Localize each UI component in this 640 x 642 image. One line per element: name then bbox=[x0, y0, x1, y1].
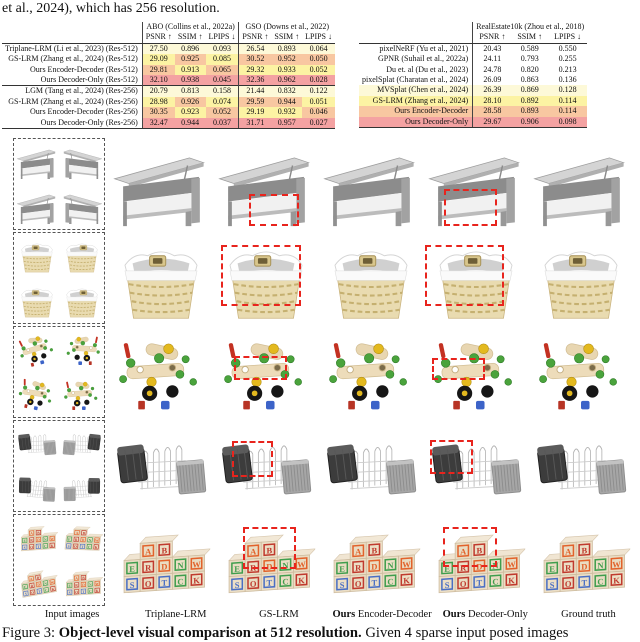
method-cell: MVSplat (Chen et al., 2024) bbox=[359, 85, 473, 95]
toy-render bbox=[321, 327, 421, 417]
metric-value: 0.128 bbox=[548, 85, 587, 95]
result-image-cell bbox=[109, 513, 213, 607]
metric-header: PSNR ↑ bbox=[473, 32, 512, 43]
metric-value: 0.046 bbox=[302, 107, 335, 117]
metric-value: 29.09 bbox=[142, 54, 175, 64]
desk-render bbox=[531, 139, 631, 229]
result-image-cell bbox=[214, 137, 318, 231]
result-image-cell bbox=[529, 231, 633, 325]
result-image-cell bbox=[424, 231, 528, 325]
metric-value: 0.869 bbox=[511, 85, 548, 95]
metric-value: 28.98 bbox=[142, 97, 175, 107]
basket-input-view bbox=[61, 279, 103, 321]
table-row bbox=[359, 75, 587, 85]
desk-input-view bbox=[61, 140, 103, 182]
metric-value: 28.10 bbox=[473, 96, 512, 106]
metric-value: 0.893 bbox=[271, 43, 302, 54]
table-row bbox=[2, 54, 335, 64]
metric-value: 0.906 bbox=[511, 117, 548, 128]
artifact-highlight-box bbox=[444, 189, 497, 227]
metric-value: 0.136 bbox=[558, 74, 577, 84]
metric-value: 0.926 bbox=[175, 97, 206, 107]
toy-input-view bbox=[16, 328, 58, 370]
result-image-cell bbox=[424, 325, 528, 419]
metric-value: 0.028 bbox=[302, 75, 335, 86]
metric-value: 0.085 bbox=[206, 54, 239, 64]
metric-value: 0.944 bbox=[175, 118, 206, 129]
metric-value: 0.793 bbox=[520, 54, 539, 64]
toy-input-view bbox=[61, 373, 103, 415]
metric-value: 0.923 bbox=[175, 107, 206, 117]
metric-value: 26.09 bbox=[473, 75, 512, 85]
artifact-highlight-box bbox=[221, 245, 301, 306]
figure-row-rack bbox=[13, 419, 640, 513]
basket-input-view bbox=[61, 234, 103, 276]
result-image-cell bbox=[214, 513, 318, 607]
figure-3-grid bbox=[0, 137, 640, 620]
method-cell: GPNR (Suhail et al., 2022a) bbox=[378, 54, 469, 64]
results-table-objects bbox=[2, 22, 335, 129]
result-image-cell bbox=[529, 137, 633, 231]
metric-value: 31.71 bbox=[239, 118, 272, 129]
figure-row-basket bbox=[13, 231, 640, 325]
metric-value: 0.045 bbox=[206, 75, 239, 86]
column-label-ground-truth: Ground truth bbox=[561, 608, 616, 620]
basket-render bbox=[111, 233, 211, 323]
rack-render bbox=[321, 421, 421, 511]
desk-render bbox=[111, 139, 211, 229]
metric-value: 26.39 bbox=[473, 85, 512, 95]
metric-value: 0.122 bbox=[302, 86, 335, 97]
figure-row-desk bbox=[13, 137, 640, 231]
method-cell: Ours Encoder-Decoder (Res-512) bbox=[30, 64, 138, 74]
rack-input-view bbox=[16, 422, 58, 464]
result-image-cell bbox=[214, 231, 318, 325]
metric-value: 20.43 bbox=[473, 43, 512, 54]
result-image-cell bbox=[424, 419, 528, 513]
column-label-ours-encoder-decoder: Ours Encoder-Decoder bbox=[332, 608, 432, 620]
metric-value: 27.50 bbox=[142, 43, 175, 54]
results-tables bbox=[0, 22, 640, 129]
metric-value: 0.932 bbox=[271, 107, 302, 117]
metric-value: 0.037 bbox=[206, 118, 239, 129]
artifact-highlight-box bbox=[249, 194, 299, 226]
metric-value: 0.813 bbox=[175, 86, 206, 97]
metric-value: 0.893 bbox=[511, 106, 548, 116]
metric-value: 0.255 bbox=[558, 54, 577, 64]
result-image-cell bbox=[319, 513, 423, 607]
table-row bbox=[359, 96, 587, 106]
metric-header: PSNR ↑ bbox=[142, 32, 175, 43]
table-row bbox=[359, 85, 587, 95]
input-images-box bbox=[13, 420, 105, 512]
input-images-box bbox=[13, 514, 105, 606]
metric-value: 30.52 bbox=[239, 54, 272, 64]
result-image-cell bbox=[109, 231, 213, 325]
col-group-realestate: RealEstate10k (Zhou et al., 2018) bbox=[473, 22, 587, 32]
rack-input-view bbox=[61, 467, 103, 509]
metric-value: 0.938 bbox=[175, 75, 206, 86]
blocks-render bbox=[531, 515, 631, 605]
col-group-abo: ABO (Collins et al., 2022a) bbox=[142, 22, 239, 32]
metric-value: 0.093 bbox=[206, 43, 239, 54]
column-label-gs-lrm: GS-LRM bbox=[259, 608, 299, 620]
method-cell: Du et. al (Du et al., 2023) bbox=[386, 64, 469, 74]
result-image-cell bbox=[424, 513, 528, 607]
metric-value: 32.36 bbox=[239, 75, 272, 86]
table-row bbox=[2, 86, 335, 97]
table-row bbox=[2, 107, 335, 117]
table-row bbox=[2, 75, 335, 86]
metric-value: 0.114 bbox=[548, 96, 587, 106]
metric-value: 0.892 bbox=[511, 96, 548, 106]
input-images-box bbox=[13, 326, 105, 418]
metric-value: 24.78 bbox=[473, 65, 512, 75]
basket-render bbox=[321, 233, 421, 323]
result-image-cell bbox=[109, 137, 213, 231]
figure-column-labels bbox=[13, 609, 640, 620]
artifact-highlight-box bbox=[443, 527, 497, 567]
blocks-render bbox=[111, 515, 211, 605]
figure-row-blocks bbox=[13, 513, 640, 607]
metric-value: 28.58 bbox=[473, 106, 512, 116]
metric-value: 24.11 bbox=[473, 54, 512, 64]
metric-value: 29.32 bbox=[239, 65, 272, 75]
blocks-input-view bbox=[16, 561, 58, 603]
artifact-highlight-box bbox=[234, 356, 287, 380]
result-image-cell bbox=[529, 325, 633, 419]
col-group-gso: GSO (Downs et al., 2022) bbox=[239, 22, 335, 32]
result-image-cell bbox=[529, 513, 633, 607]
metric-value: 0.896 bbox=[175, 43, 206, 54]
metric-value: 0.863 bbox=[520, 74, 539, 84]
table-row bbox=[359, 43, 587, 54]
metric-value: 21.44 bbox=[239, 86, 272, 97]
metric-value: 0.589 bbox=[520, 43, 539, 53]
metric-header: SSIM ↑ bbox=[511, 32, 548, 43]
result-image-cell bbox=[319, 325, 423, 419]
results-table-realestate bbox=[359, 22, 587, 128]
artifact-highlight-box bbox=[430, 440, 473, 475]
metric-value: 20.79 bbox=[142, 86, 175, 97]
basket-input-view bbox=[16, 234, 58, 276]
blocks-input-view bbox=[61, 561, 103, 603]
metric-header: SSIM ↑ bbox=[271, 32, 302, 43]
figure-caption: Figure 3: Object-level visual comparison at 512 resolution. Given 4 sparse input posed images bbox=[2, 624, 569, 641]
metric-value: 0.052 bbox=[302, 65, 335, 75]
metric-value: 0.550 bbox=[558, 43, 577, 53]
metric-value: 0.957 bbox=[271, 118, 302, 129]
metric-value: 0.962 bbox=[271, 75, 302, 86]
blocks-render bbox=[321, 515, 421, 605]
result-image-cell bbox=[424, 137, 528, 231]
table-row bbox=[2, 118, 335, 129]
metric-value: 0.952 bbox=[271, 54, 302, 64]
blocks-input-view bbox=[16, 516, 58, 558]
paper-body-text: et al., 2024), which has 256 resolution. bbox=[2, 1, 220, 16]
method-cell: Triplane-LRM (Li et al., 2023) (Res-512) bbox=[5, 43, 138, 53]
basket-input-view bbox=[16, 279, 58, 321]
table-row bbox=[359, 117, 587, 128]
method-cell: LGM (Tang et al., 2024) (Res-256) bbox=[2, 86, 142, 97]
rack-render bbox=[111, 421, 211, 511]
table-row bbox=[2, 97, 335, 107]
table-row bbox=[2, 65, 335, 75]
metric-header: LPIPS ↓ bbox=[206, 32, 239, 43]
metric-header: SSIM ↑ bbox=[175, 32, 206, 43]
result-image-cell bbox=[214, 419, 318, 513]
artifact-highlight-box bbox=[243, 527, 296, 569]
metric-value: 26.54 bbox=[239, 43, 272, 54]
metric-header: PSNR ↑ bbox=[239, 32, 272, 43]
method-cell: pixelSplat (Charatan et al., 2024) bbox=[362, 74, 469, 84]
input-images-box bbox=[13, 232, 105, 324]
metric-value: 29.67 bbox=[473, 117, 512, 128]
metric-value: 0.832 bbox=[271, 86, 302, 97]
metric-value: 32.10 bbox=[142, 75, 175, 86]
method-cell: GS-LRM (Zhang et al., 2024) bbox=[359, 96, 473, 106]
desk-render bbox=[321, 139, 421, 229]
method-cell: Ours Decoder-Only (Res-512) bbox=[40, 74, 138, 84]
rack-render bbox=[531, 421, 631, 511]
column-label-input: Input images bbox=[44, 608, 100, 620]
metric-value: 0.820 bbox=[520, 64, 539, 74]
table-row bbox=[359, 65, 587, 75]
rack-input-view bbox=[61, 422, 103, 464]
metric-value: 0.114 bbox=[548, 106, 587, 116]
result-image-cell bbox=[319, 137, 423, 231]
metric-value: 0.064 bbox=[302, 43, 335, 54]
column-label-triplane-lrm: Triplane-LRM bbox=[145, 608, 207, 620]
metric-value: 0.050 bbox=[302, 54, 335, 64]
metric-value: 0.027 bbox=[302, 118, 335, 129]
desk-input-view bbox=[16, 140, 58, 182]
table-row bbox=[2, 43, 335, 54]
metric-value: 0.158 bbox=[206, 86, 239, 97]
toy-input-view bbox=[61, 328, 103, 370]
method-cell: Ours Decoder-Only bbox=[359, 117, 473, 128]
table-row bbox=[359, 54, 587, 64]
rack-input-view bbox=[16, 467, 58, 509]
metric-value: 0.074 bbox=[206, 97, 239, 107]
figure-row-toy bbox=[13, 325, 640, 419]
metric-value: 0.944 bbox=[271, 97, 302, 107]
metric-value: 29.59 bbox=[239, 97, 272, 107]
toy-render bbox=[111, 327, 211, 417]
metric-value: 0.913 bbox=[175, 65, 206, 75]
metric-value: 29.81 bbox=[142, 65, 175, 75]
metric-value: 0.925 bbox=[175, 54, 206, 64]
basket-render bbox=[531, 233, 631, 323]
method-cell: GS-LRM (Zhang et al., 2024) (Res-512) bbox=[8, 54, 138, 64]
metric-value: 0.051 bbox=[302, 97, 335, 107]
result-image-cell bbox=[109, 419, 213, 513]
metric-value: 29.19 bbox=[239, 107, 272, 117]
metric-value: 0.098 bbox=[548, 117, 587, 128]
result-image-cell bbox=[319, 231, 423, 325]
metric-header: LPIPS ↓ bbox=[548, 32, 587, 43]
result-image-cell bbox=[529, 419, 633, 513]
metric-value: 30.35 bbox=[142, 107, 175, 117]
desk-input-view bbox=[61, 185, 103, 227]
metric-value: 0.065 bbox=[206, 65, 239, 75]
metric-value: 0.052 bbox=[206, 107, 239, 117]
toy-input-view bbox=[16, 373, 58, 415]
metric-header: LPIPS ↓ bbox=[302, 32, 335, 43]
result-image-cell bbox=[214, 325, 318, 419]
method-cell: pixelNeRF (Yu et al., 2021) bbox=[379, 43, 469, 53]
metric-value: 32.47 bbox=[142, 118, 175, 129]
artifact-highlight-box bbox=[425, 245, 504, 306]
method-cell: Ours Encoder-Decoder bbox=[359, 106, 473, 116]
artifact-highlight-box bbox=[432, 358, 485, 381]
metric-value: 0.933 bbox=[271, 65, 302, 75]
input-images-box bbox=[13, 138, 105, 230]
blocks-input-view bbox=[61, 516, 103, 558]
toy-render bbox=[531, 327, 631, 417]
method-cell: Ours Encoder-Decoder (Res-256) bbox=[30, 107, 138, 117]
column-label-ours-decoder-only: Ours Decoder-Only bbox=[442, 608, 528, 620]
method-cell: Ours Decoder-Only (Res-256) bbox=[2, 118, 142, 129]
result-image-cell bbox=[319, 419, 423, 513]
artifact-highlight-box bbox=[232, 441, 274, 477]
metric-value: 0.213 bbox=[558, 64, 577, 74]
desk-input-view bbox=[16, 185, 58, 227]
result-image-cell bbox=[109, 325, 213, 419]
method-cell: GS-LRM (Zhang et al., 2024) (Res-256) bbox=[8, 96, 138, 106]
table-row bbox=[359, 106, 587, 116]
